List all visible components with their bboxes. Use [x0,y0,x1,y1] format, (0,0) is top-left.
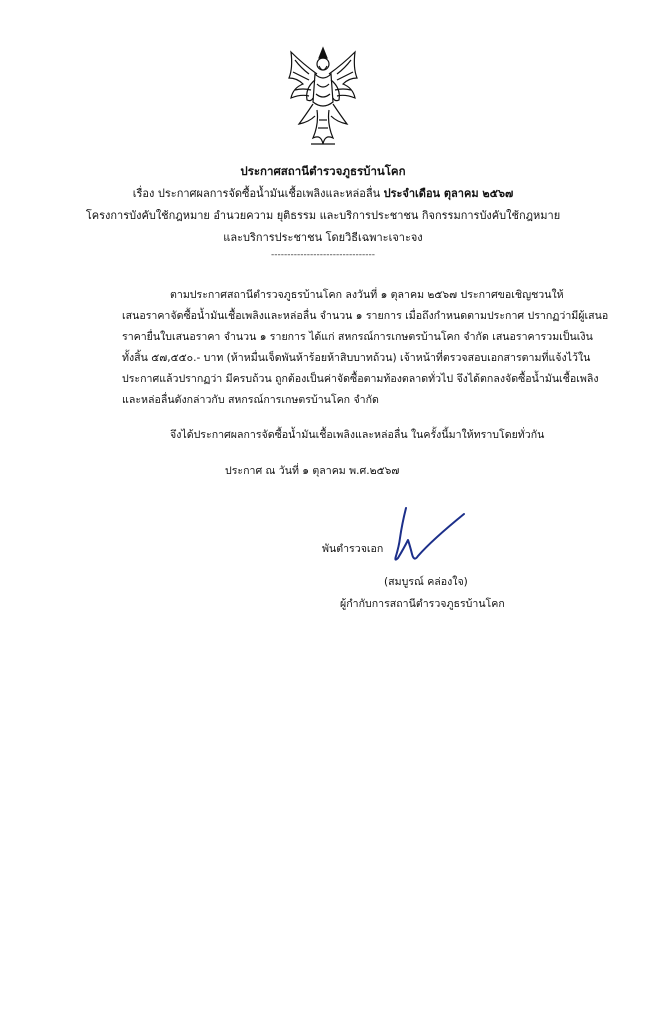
subject-text: เรื่อง ประกาศผลการจัดซื้อน้ำมันเชื้อเพลิงและหล่อลื่น [132,187,381,200]
project-line-1: โครงการบังคับใช้กฎหมาย อำนวยความ ยุติธรรม และบริการประชาชน กิจกรรมการบังคับใช้กฎหมาย [85,209,561,222]
garuda-emblem-icon [283,44,363,154]
announce-date: ประกาศ ณ วันที่ ๑ ตุลาคม พ.ศ.๒๕๖๗ [225,465,400,477]
signer-position: ผู้กำกับการสถานีตำรวจภูธรบ้านโคก [340,598,505,610]
document-subject [0,184,646,202]
paragraph-line: ราคายื่นใบเสนอราคา จำนวน ๑ รายการ ได้แก่ สหกรณ์การเกษตรบ้านโคก จำกัด เสนอราคารวมเป็นเงิน [122,331,593,343]
paragraph-line: ประกาศแล้วปรากฏว่า มีครบถ้วน ถูกต้องเป็นค่าจัดซื้อตามท้องตลาดทั่วไป จึงได้ตกลงจัดซื้อน้ำมันเชื้อเพลิง [122,373,599,385]
paragraph-line: เสนอราคาจัดซื้อน้ำมันเชื้อเพลิงและหล่อลื่น จำนวน ๑ รายการ เมื่อถึงกำหนดตามประกาศ ปรากฏว่ามีผู้เสนอ [122,310,609,322]
document-title: ประกาศสถานีตำรวจภูธรบ้านโคก [240,164,406,178]
paragraph-line: และหล่อลื่นดังกล่าวกับ สหกรณ์การเกษตรบ้านโคก จำกัด [122,394,379,406]
signer-name: (สมบูรณ์ คล่องใจ) [384,576,468,588]
closing-paragraph: จึงได้ประกาศผลการจัดซื้อน้ำมันเชื้อเพลิงและหล่อลื่น ในครั้งนี้มาให้ทราบโดยทั่วกัน [170,429,545,441]
handwritten-signature [392,504,468,572]
paragraph-line: ตามประกาศสถานีตำรวจภูธรบ้านโคก ลงวันที่ ๑ ตุลาคม ๒๕๖๗ ประกาศขอเชิญชวนให้ [170,289,564,301]
project-line-2: และบริการประชาชน โดยวิธีเฉพาะเจาะจง [223,231,423,244]
subject-period: ประจำเดือน ตุลาคม ๒๕๖๗ [383,187,514,200]
header-divider: -------------------------------- [271,250,375,260]
paragraph-line: ทั้งสิ้น ๕๗,๕๕๐.- บาท (ห้าหมื่นเจ็ดพันห้าร้อยห้าสิบบาทถ้วน) เจ้าหน้าที่ตรวจสอบเอกสารตามที่แจ้งไว้ใน [122,352,591,364]
signer-rank: พันตำรวจเอก [322,543,384,555]
